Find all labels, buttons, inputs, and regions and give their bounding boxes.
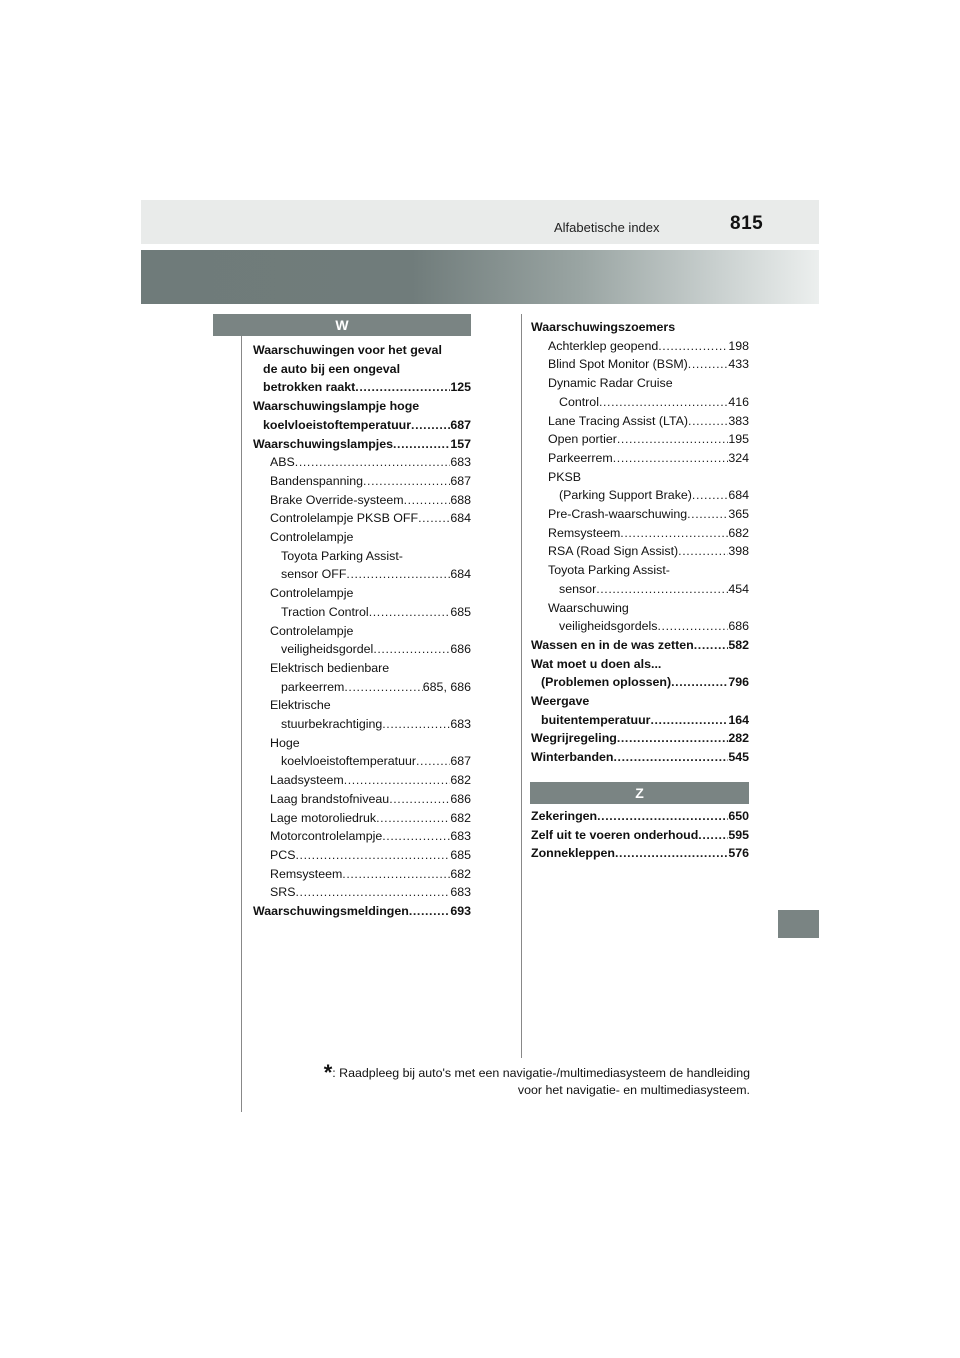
entry-page: 282 (728, 731, 749, 746)
entry-label: Remsysteem (548, 525, 621, 540)
leader-dots (393, 435, 450, 454)
index-column-right-w (531, 318, 749, 767)
entry-label: sensor (559, 581, 597, 596)
entry-page: 164 (728, 712, 749, 727)
index-heading: Toyota Parking Assist- (281, 548, 403, 563)
index-entry (531, 673, 749, 692)
entry-label: Brake Override-systeem (270, 492, 404, 507)
leader-dots (411, 416, 450, 435)
entry-page: 582 (728, 637, 749, 652)
leader-dots (418, 509, 450, 528)
leader-dots (688, 355, 729, 374)
entry-page: 682 (450, 810, 471, 825)
index-entry (253, 790, 471, 809)
footnote-line-2: voor het navigatie- en multimediasysteem. (517, 1083, 750, 1097)
leader-dots (389, 790, 450, 809)
entry-page: 684 (450, 511, 471, 526)
page-number: 815 (730, 213, 764, 234)
footnote-marker: * (323, 1060, 333, 1085)
entry-label: Laag brandstofniveau (270, 791, 390, 806)
index-entry (253, 678, 471, 697)
footnote (280, 1060, 750, 1099)
entry-label: veiligheidsgordels (559, 619, 658, 634)
leader-dots (373, 640, 450, 659)
chapter-tab (778, 910, 819, 938)
leader-dots (363, 472, 450, 491)
index-entry (253, 509, 471, 528)
index-entry (253, 416, 471, 435)
leader-dots (376, 809, 450, 828)
entry-page: 416 (728, 394, 749, 409)
entry-page: 687 (450, 473, 471, 488)
entry-page: 683 (450, 717, 471, 732)
entry-label: Winterbanden (531, 750, 614, 765)
header-gradient-band (141, 250, 819, 304)
entry-label: Laadsysteem (270, 773, 344, 788)
index-heading: Weergave (531, 694, 590, 709)
index-heading: Wat moet u doen als... (531, 656, 662, 671)
entry-page: 796 (728, 675, 749, 690)
index-entry (531, 617, 749, 636)
entry-page: 576 (728, 846, 749, 861)
index-column-right-z (531, 807, 749, 863)
entry-label: veiligheidsgordel (281, 642, 374, 657)
index-heading: Controlelampje (270, 586, 354, 601)
leader-dots (369, 603, 451, 622)
entry-page: 687 (450, 754, 471, 769)
index-entry (531, 524, 749, 543)
index-heading: Hoge (270, 735, 300, 750)
entry-label: Remsysteem (270, 866, 343, 881)
index-entry (253, 883, 471, 902)
leader-dots (599, 393, 728, 412)
leader-dots (344, 678, 422, 697)
index-entry (531, 826, 749, 845)
index-heading: Controlelampje (270, 623, 354, 638)
entry-label: Bandenspanning (270, 473, 364, 488)
entry-page: 365 (728, 507, 749, 522)
entry-page: 683 (450, 829, 471, 844)
section-title: Alfabetische index (554, 220, 660, 235)
entry-label: sensor OFF (281, 567, 347, 582)
leader-dots (620, 524, 728, 543)
index-entry (531, 355, 749, 374)
entry-page: 686 (728, 619, 749, 634)
entry-label: RSA (Road Sign Assist) (548, 544, 679, 559)
index-heading: Controlelampje (270, 530, 354, 545)
leader-dots (698, 826, 728, 845)
entry-label: Traction Control (281, 604, 369, 619)
leader-dots (671, 673, 728, 692)
entry-page: 687 (450, 417, 471, 432)
entry-page: 595 (728, 827, 749, 842)
entry-label: koelvloeistoftemperatuur (281, 754, 416, 769)
index-entry (531, 729, 749, 748)
entry-page: 383 (728, 413, 749, 428)
index-entry (253, 809, 471, 828)
index-heading: Waarschuwing (548, 600, 629, 615)
entry-label: PCS (270, 847, 296, 862)
header-top-bar (141, 200, 819, 244)
leader-dots (295, 846, 450, 865)
entry-page: 683 (450, 885, 471, 900)
entry-page: 693 (450, 904, 471, 919)
entry-page: 650 (728, 809, 749, 823)
index-entry (531, 580, 749, 599)
entry-label: Motorcontrolelampje (270, 829, 383, 844)
index-entry (531, 636, 749, 655)
entry-page: 686 (450, 642, 471, 657)
entry-label: (Parking Support Brake) (559, 488, 692, 503)
entry-page: 157 (450, 436, 471, 451)
column-divider-right (521, 314, 522, 1058)
index-entry (531, 807, 749, 826)
index-entry (253, 715, 471, 734)
entry-page: 685 (450, 604, 471, 619)
leader-dots (615, 844, 728, 863)
index-entry (253, 565, 471, 584)
index-heading: Elektrisch bedienbare (270, 660, 390, 675)
index-entry (253, 453, 471, 472)
index-entry (253, 378, 471, 397)
entry-label: SRS (270, 885, 296, 900)
entry-label: Blind Spot Monitor (BSM) (548, 357, 688, 372)
leader-dots (342, 865, 450, 884)
entry-page: 682 (450, 773, 471, 788)
leader-dots (382, 715, 450, 734)
leader-dots (617, 430, 728, 449)
leader-dots (613, 449, 729, 468)
leader-dots (597, 807, 728, 826)
index-heading: Elektrische (270, 698, 331, 713)
index-entry (253, 491, 471, 510)
entry-label: Zonnekleppen (531, 846, 615, 861)
index-entry (531, 844, 749, 863)
entry-label: Achterklep geopend (548, 338, 659, 353)
leader-dots (694, 636, 729, 655)
index-entry (531, 430, 749, 449)
index-entry (253, 865, 471, 884)
leader-dots (355, 378, 450, 397)
index-letter-z: Z (530, 782, 749, 804)
entry-label: betrokken raakt (263, 380, 356, 395)
entry-label: parkeerrem (281, 679, 345, 694)
index-letter-w: W (213, 314, 471, 336)
leader-dots (658, 617, 729, 636)
index-heading: Waarschuwingszoemers (531, 320, 676, 334)
entry-label: Control (559, 394, 599, 409)
entry-label: (Problemen oplossen) (541, 675, 672, 690)
index-entry (531, 337, 749, 356)
entry-page: 682 (728, 525, 749, 540)
index-heading: Dynamic Radar Cruise (548, 376, 673, 391)
index-heading: Toyota Parking Assist- (548, 563, 670, 578)
leader-dots (692, 486, 728, 505)
entry-label: Parkeerrem (548, 450, 613, 465)
leader-dots (295, 453, 451, 472)
index-column-left (253, 341, 471, 921)
entry-page: 398 (728, 544, 749, 559)
leader-dots (650, 711, 728, 730)
entry-page: 685, 686 (422, 679, 471, 694)
entry-page: 433 (728, 357, 749, 372)
index-entry (253, 771, 471, 790)
index-entry (253, 603, 471, 622)
footnote-line-1: : Raadpleeg bij auto's met een navigatie-/multimediasysteem de handleiding (332, 1066, 750, 1080)
entry-page: 545 (728, 750, 749, 765)
entry-label: Wassen en in de was zetten (531, 637, 694, 652)
leader-dots (596, 580, 728, 599)
column-divider-left (241, 336, 242, 1112)
index-entry (531, 393, 749, 412)
index-heading: Waarschuwingen voor het geval (253, 343, 442, 357)
entry-label: Waarschuwingslampjes (253, 436, 394, 451)
entry-page: 195 (728, 432, 749, 447)
index-entry (253, 902, 471, 921)
leader-dots (344, 771, 451, 790)
index-entry (531, 412, 749, 431)
entry-label: ABS (270, 455, 295, 470)
entry-page: 685 (450, 847, 471, 862)
index-entry (253, 846, 471, 865)
leader-dots (295, 883, 450, 902)
entry-page: 684 (450, 567, 471, 582)
index-heading: PKSB (548, 469, 582, 484)
index-entry (531, 542, 749, 561)
entry-label: Waarschuwingsmeldingen (253, 904, 409, 919)
entry-label: stuurbekrachtiging (281, 717, 383, 732)
index-entry (253, 752, 471, 771)
entry-page: 198 (728, 338, 749, 353)
leader-dots (346, 565, 450, 584)
index-entry (531, 449, 749, 468)
index-entry (531, 505, 749, 524)
entry-label: Lane Tracing Assist (LTA) (548, 413, 689, 428)
index-entry (253, 472, 471, 491)
leader-dots (614, 748, 729, 767)
entry-page: 682 (450, 866, 471, 881)
entry-page: 684 (728, 488, 749, 503)
leader-dots (409, 902, 450, 921)
entry-page: 324 (728, 450, 749, 465)
entry-label: koelvloeistoftemperatuur (263, 417, 412, 432)
entry-page: 125 (450, 380, 471, 395)
leader-dots (687, 505, 728, 524)
entry-page: 686 (450, 791, 471, 806)
entry-label: Wegrijregeling (531, 731, 617, 746)
index-entry (531, 486, 749, 505)
entry-page: 688 (450, 492, 471, 507)
index-entry (253, 827, 471, 846)
entry-label: Zelf uit te voeren onderhoud (531, 827, 699, 842)
index-entry (253, 435, 471, 454)
entry-label: Lage motoroliedruk (270, 810, 377, 825)
leader-dots (382, 827, 450, 846)
leader-dots (404, 491, 451, 510)
leader-dots (658, 337, 728, 356)
entry-page: 454 (728, 581, 749, 596)
leader-dots (688, 412, 728, 431)
entry-label: Controlelampje PKSB OFF (270, 511, 419, 526)
entry-page: 683 (450, 455, 471, 470)
index-entry (531, 711, 749, 730)
index-entry (531, 748, 749, 767)
index-heading: de auto bij een ongeval (263, 361, 401, 376)
leader-dots (617, 729, 728, 748)
entry-label: Zekeringen (531, 809, 598, 823)
index-heading: Waarschuwingslampje hoge (253, 399, 420, 414)
entry-label: Open portier (548, 432, 617, 447)
index-entry (253, 640, 471, 659)
leader-dots (678, 542, 728, 561)
entry-label: buitentemperatuur (541, 712, 651, 727)
entry-label: Pre-Crash-waarschuwing (548, 507, 688, 522)
leader-dots (416, 752, 450, 771)
